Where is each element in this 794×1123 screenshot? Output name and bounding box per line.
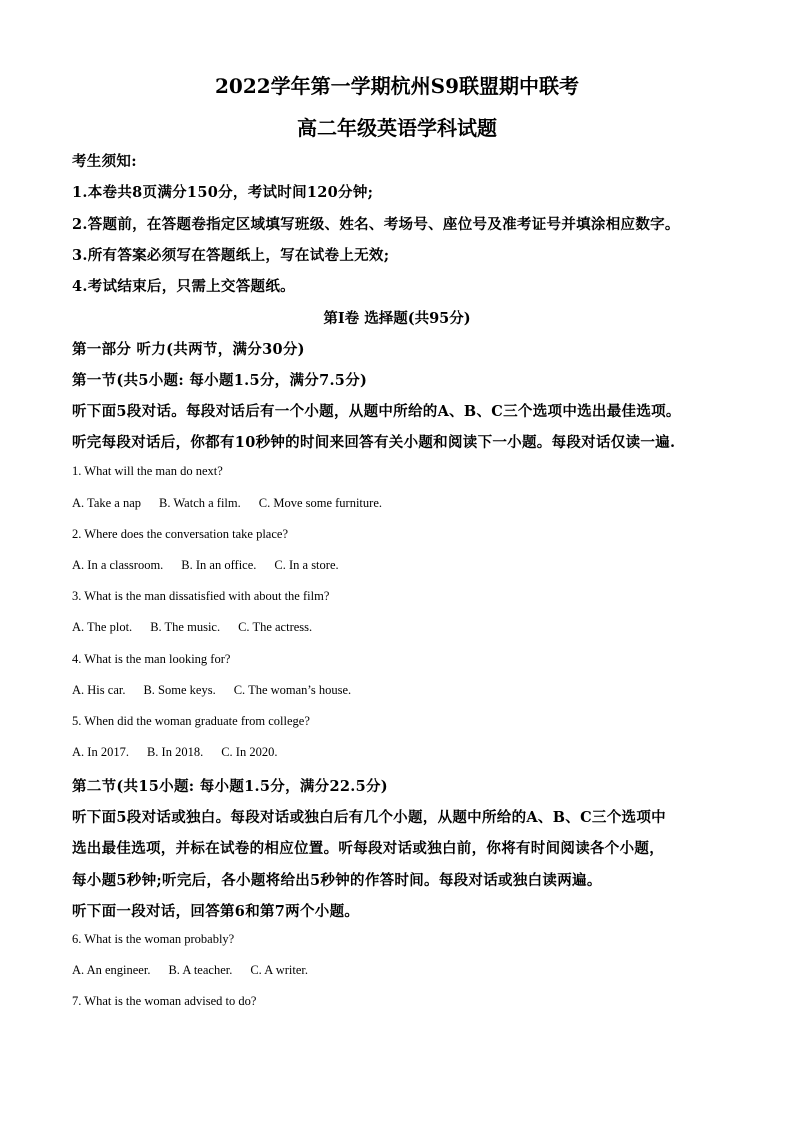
option-a: A. In a classroom. (72, 558, 164, 572)
question-1-options (72, 496, 400, 511)
option-a: A. In 2017. (72, 745, 129, 759)
question-6-options (72, 963, 326, 978)
option-a: A. His car. (72, 683, 126, 697)
question-1: 1. What will the man do next? (72, 464, 223, 478)
section2-instruction: 每小题5秒钟;听完后，各小题将给出5秒钟的作答时间。每段对话或独白读两遍。 (72, 872, 602, 889)
question-4: 4. What is the man looking for? (72, 652, 231, 666)
option-b: B. Watch a film. (159, 496, 241, 510)
section2-instruction: 听下面5段对话或独白。每段对话或独白后有几个小题，从题中所给的A、B、C三个选项中 (72, 809, 666, 826)
section1-instruction: 听完每段对话后，你都有10秒钟的时间来回答有关小题和阅读下一小题。每段对话仅读一遍. (72, 434, 676, 451)
notice-item: 4.考试结束后，只需上交答题纸。 (72, 278, 295, 295)
question-2: 2. Where does the conversation take place? (72, 527, 288, 541)
option-c: C. In a store. (274, 558, 339, 572)
option-c: C. The actress. (238, 620, 313, 634)
section2-title: 第二节(共15小题: 每小题1.5分，满分22.5分) (72, 778, 388, 795)
question-6: 6. What is the woman probably? (72, 932, 235, 946)
question-7: 7. What is the woman advised to do? (72, 994, 257, 1008)
question-4-options (72, 683, 369, 698)
section1-instruction: 听下面5段对话。每段对话后有一个小题，从题中所给的A、B、C三个选项中选出最佳选项。 (72, 403, 681, 420)
option-c: C. In 2020. (221, 745, 278, 759)
option-c: C. A writer. (250, 963, 308, 977)
volume-title: 第Ⅰ卷 选择题(共95分) (323, 310, 471, 327)
section2-sub-instruction: 听下面一段对话，回答第6和第7两个小题。 (72, 903, 360, 920)
question-5: 5. When did the woman graduate from college? (72, 714, 310, 728)
option-c: C. Move some furniture. (258, 496, 382, 510)
notice-heading: 考生须知: (72, 153, 137, 170)
exam-title: 2022学年第一学期杭州S9联盟期中联考 (214, 74, 580, 98)
option-b: B. A teacher. (168, 963, 233, 977)
option-c: C. The woman’s house. (233, 683, 352, 697)
option-a: A. An engineer. (72, 963, 151, 977)
option-b: B. The music. (150, 620, 221, 634)
section2-instruction: 选出最佳选项，并标在试卷的相应位置。听每段对话或独白前，你将有时间阅读各个小题， (72, 840, 664, 857)
notice-item: 1.本卷共8页满分150分，考试时间120分钟; (72, 184, 374, 201)
option-b: B. In 2018. (146, 745, 204, 759)
option-a: A. The plot. (72, 620, 133, 634)
part1-title: 第一部分 听力(共两节，满分30分) (72, 341, 305, 358)
option-b: B. In an office. (181, 558, 257, 572)
section1-title: 第一节(共5小题: 每小题1.5分，满分7.5分) (72, 372, 368, 389)
exam-subtitle: 高二年级英语学科试题 (297, 116, 497, 140)
question-3-options (72, 620, 330, 635)
question-2-options (72, 558, 357, 573)
notice-item: 3.所有答案必须写在答题纸上，写在试卷上无效; (72, 247, 390, 264)
option-a: A. Take a nap (72, 496, 142, 510)
question-5-options (72, 745, 295, 760)
question-3: 3. What is the man dissatisfied with about the film? (72, 589, 330, 603)
option-b: B. Some keys. (143, 683, 216, 697)
notice-item: 2.答题前，在答题卷指定区域填写班级、姓名、考场号、座位号及准考证号并填涂相应数字。 (72, 216, 680, 233)
